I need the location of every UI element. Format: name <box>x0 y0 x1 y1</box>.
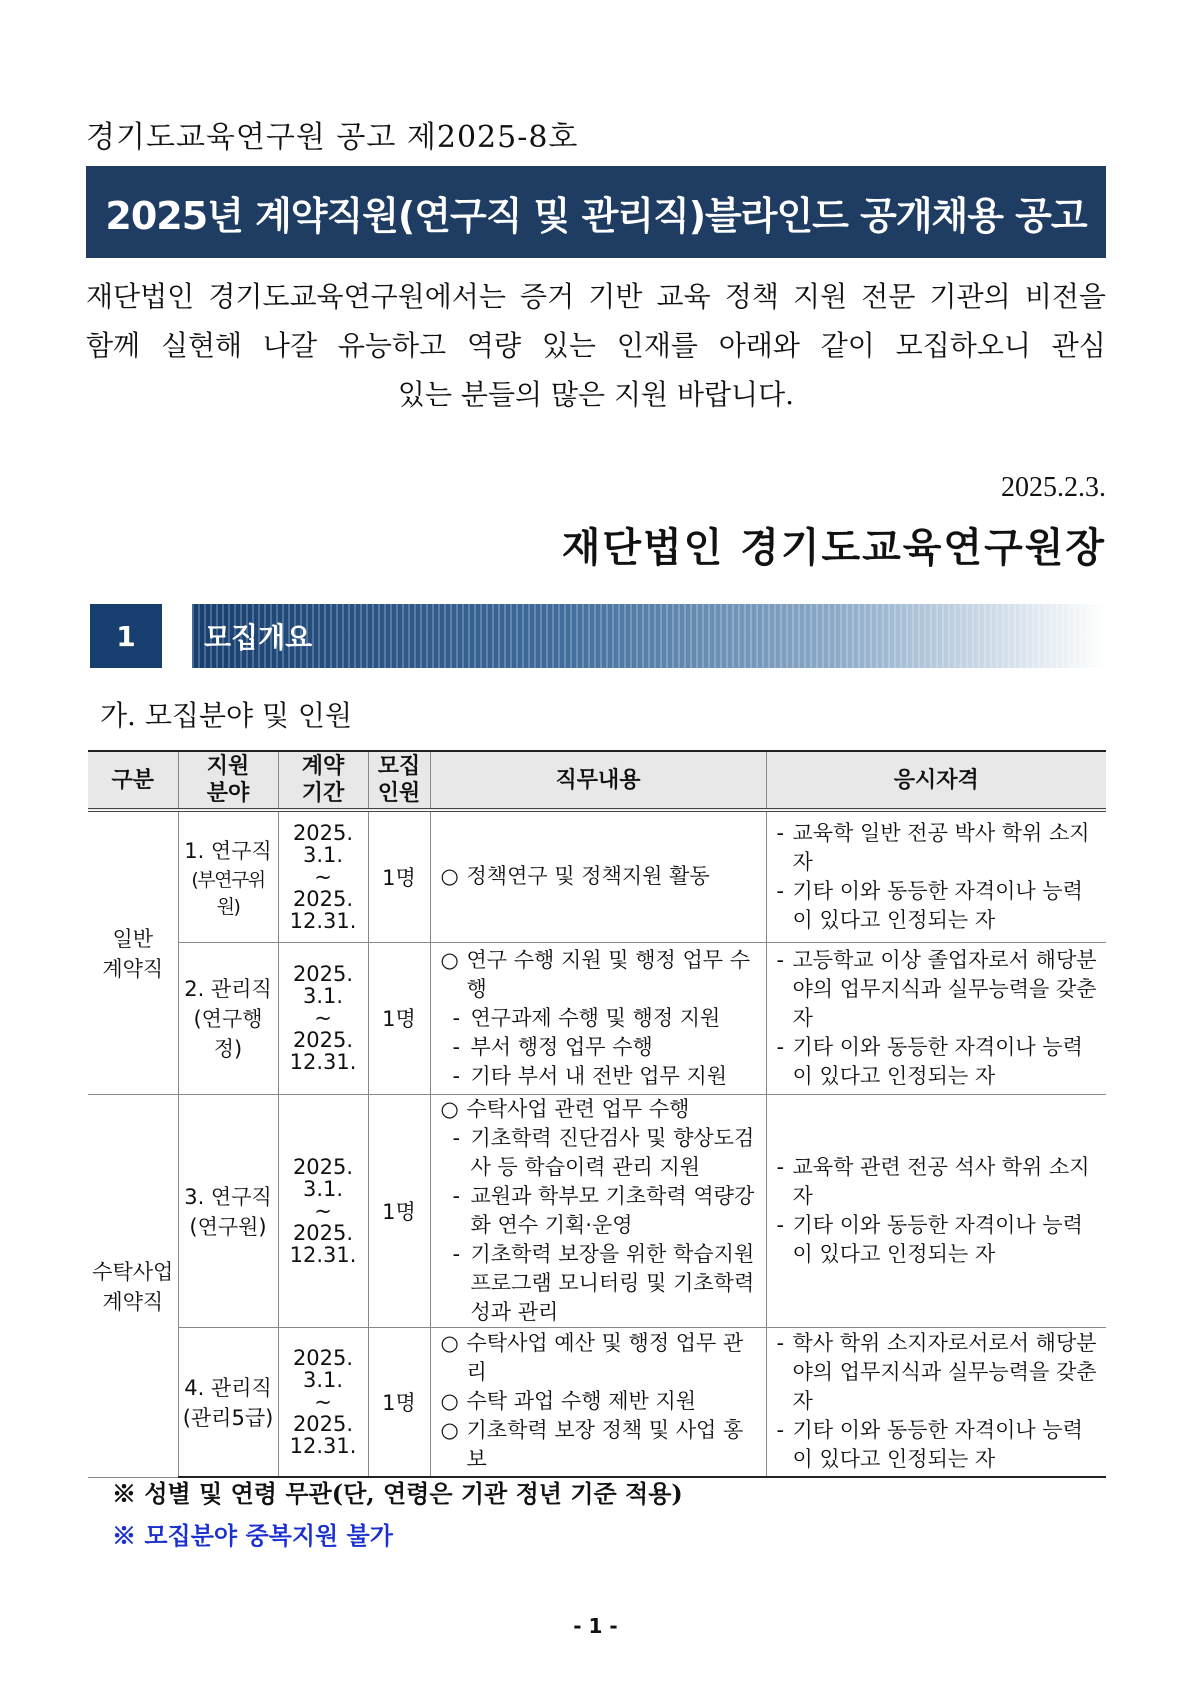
note-no-duplicate: ※ 모집분야 중복지원 불가 <box>112 1521 393 1550</box>
period-cell: 2025. 3.1. ~ 2025. 12.31. <box>278 810 368 942</box>
qualification-marker: - <box>776 1034 785 1059</box>
intro-word: 역량 <box>466 329 521 362</box>
duty-item <box>441 1329 762 1387</box>
qualification-text: 기타 이와 동등한 자격이나 능력이 있다고 인정되는 자 <box>792 1212 1083 1266</box>
field-cell: 2. 관리직 (연구행정) <box>178 942 278 1094</box>
intro-word: 있는 분들의 많은 지원 바랍니다. <box>397 378 795 411</box>
count-cell: 1명 <box>368 810 430 942</box>
category-cell: 일반 계약직 <box>88 810 178 1094</box>
field-cell: 4. 관리직 (관리5급) <box>178 1327 278 1477</box>
duty-text: 기초학력 진단검사 및 향상도검사 등 학습이력 관리 지원 <box>470 1125 755 1179</box>
intro-word: 기반 <box>588 280 643 313</box>
intro-word: 모집하오니 <box>895 329 1031 362</box>
intro-word: 있는 <box>541 329 596 362</box>
duty-text: 수탁사업 예산 및 행정 업무 관리 <box>466 1331 744 1385</box>
qualification-item <box>777 1033 1103 1091</box>
field-cell: 3. 연구직 (연구원) <box>178 1094 278 1327</box>
duty-text: 기초학력 보장을 위한 학습지원 프로그램 모니터링 및 기초학력 성과 관리 <box>470 1241 755 1324</box>
table-header-row <box>88 751 1106 810</box>
duty-text: 기타 부서 내 전반 업무 지원 <box>470 1063 728 1088</box>
duty-item <box>441 1387 762 1416</box>
category-cell: 수탁사업 계약직 <box>88 1094 178 1477</box>
period-cell: 2025. 3.1. ~ 2025. 12.31. <box>278 1327 368 1477</box>
notice-date: 2025.2.3. <box>1001 472 1106 503</box>
intro-word: 비전을 <box>1024 280 1106 313</box>
qualification-text: 교육학 일반 전공 박사 학위 소지자 <box>792 820 1090 874</box>
intro-line-2 <box>86 321 1106 370</box>
duty-item <box>441 1095 762 1124</box>
qualification-item <box>777 819 1103 877</box>
intro-line-3 <box>86 370 1106 419</box>
table-row <box>88 810 1106 942</box>
duty-item <box>441 862 762 891</box>
duty-marker: ○ <box>440 1418 459 1443</box>
intro-word: 증거 <box>520 280 575 313</box>
duties-cell <box>430 942 766 1094</box>
duty-item <box>441 946 762 1004</box>
duty-item <box>441 1124 762 1182</box>
duty-item <box>441 1240 762 1327</box>
duty-text: 연구과제 수행 및 행정 지원 <box>470 1005 721 1030</box>
duty-marker: ○ <box>440 1331 459 1356</box>
qualification-item <box>777 1153 1103 1211</box>
qualification-text: 기타 이와 동등한 자격이나 능력이 있다고 인정되는 자 <box>792 878 1083 932</box>
section-number: 1 <box>90 604 162 668</box>
note-gender-age: ※ 성별 및 연령 무관(단, 연령은 기관 정년 기준 적용) <box>112 1479 683 1508</box>
table-row <box>88 1094 1106 1327</box>
header-qualifications: 응시자격 <box>766 751 1106 810</box>
intro-word: 유능하고 <box>337 329 447 362</box>
intro-word: 관심 <box>1051 329 1106 362</box>
section-header-bar <box>192 604 1106 668</box>
duty-item <box>441 1004 762 1033</box>
duty-item <box>441 1416 762 1474</box>
subheading: 가. 모집분야 및 인원 <box>100 699 352 732</box>
intro-word: 함께 <box>86 329 141 362</box>
qualification-text: 고등학교 이상 졸업자로서 해당분야의 업무지식과 실무능력을 갖춘 자 <box>792 947 1097 1030</box>
count-cell: 1명 <box>368 942 430 1094</box>
qualification-marker: - <box>776 1154 785 1179</box>
header-field: 지원 분야 <box>178 751 278 810</box>
table-row <box>88 1327 1106 1477</box>
qualification-item <box>777 946 1103 1033</box>
qualification-text: 학사 학위 소지자로서로서 해당분야의 업무지식과 실무능력을 갖춘 자 <box>792 1331 1097 1414</box>
count-cell: 1명 <box>368 1094 430 1327</box>
period-cell: 2025. 3.1. ~ 2025. 12.31. <box>278 942 368 1094</box>
intro-word: 정책 <box>724 280 779 313</box>
table-row <box>88 942 1106 1094</box>
intro-word: 지원 <box>793 280 848 313</box>
section-title: 모집개요 <box>204 621 313 654</box>
duty-marker: ○ <box>440 864 459 889</box>
duty-item <box>441 1062 762 1091</box>
qualifications-cell <box>766 1327 1106 1477</box>
duty-text: 부서 행정 업무 수행 <box>470 1034 653 1059</box>
header-duties: 직무내용 <box>430 751 766 810</box>
intro-paragraph <box>86 272 1106 419</box>
intro-word: 교육 <box>656 280 711 313</box>
notice-number: 경기도교육연구원 공고 제2025-8호 <box>86 120 579 155</box>
page-number: - 1 - <box>573 1614 618 1638</box>
qualification-marker: - <box>776 820 785 845</box>
qualification-marker: - <box>776 1418 785 1443</box>
duty-marker: - <box>452 1063 461 1088</box>
duty-text: 정책연구 및 정책지원 활동 <box>466 864 710 889</box>
recruit-table <box>88 750 1106 1478</box>
header-count: 모집 인원 <box>368 751 430 810</box>
qualification-item <box>777 877 1103 935</box>
header-period: 계약 기간 <box>278 751 368 810</box>
intro-word: 아래와 <box>718 329 800 362</box>
qualification-item <box>777 1211 1103 1269</box>
duty-text: 수탁 과업 수행 제반 지원 <box>466 1389 697 1414</box>
intro-word: 실현해 <box>160 329 243 362</box>
duty-marker: ○ <box>440 1096 459 1121</box>
intro-line-1 <box>86 272 1106 321</box>
qualification-marker: - <box>776 1212 785 1237</box>
intro-word: 기관의 <box>929 280 1011 313</box>
qualification-marker: - <box>776 878 785 903</box>
page-title: 2025년 계약직원(연구직 및 관리직)블라인드 공개채용 공고 <box>86 166 1106 258</box>
duty-marker: - <box>452 1241 461 1266</box>
duties-cell <box>430 810 766 942</box>
header-category: 구분 <box>88 751 178 810</box>
duty-text: 연구 수행 지원 및 행정 업무 수행 <box>466 947 750 1001</box>
duty-marker: - <box>452 1034 461 1059</box>
qualification-text: 교육학 관련 전공 석사 학위 소지자 <box>792 1154 1090 1208</box>
duty-text: 수탁사업 관련 업무 수행 <box>466 1096 690 1121</box>
qualification-marker: - <box>776 1331 785 1356</box>
intro-word: 인재를 <box>616 329 698 362</box>
duty-text: 기초학력 보장 정책 및 사업 홍보 <box>466 1418 744 1472</box>
intro-word: 나갈 <box>262 329 318 362</box>
count-cell: 1명 <box>368 1327 430 1477</box>
qualification-item <box>777 1329 1103 1416</box>
period-cell: 2025. 3.1. ~ 2025. 12.31. <box>278 1094 368 1327</box>
duties-cell <box>430 1327 766 1477</box>
intro-word: 경기도교육연구원에서는 <box>208 280 506 313</box>
duty-marker: ○ <box>440 947 459 972</box>
qualification-item <box>777 1416 1103 1474</box>
qualifications-cell <box>766 1094 1106 1327</box>
qualification-text: 기타 이와 동등한 자격이나 능력이 있다고 인정되는 자 <box>792 1418 1083 1472</box>
qualifications-cell <box>766 942 1106 1094</box>
duty-marker: - <box>452 1183 461 1208</box>
qualification-text: 기타 이와 동등한 자격이나 능력이 있다고 인정되는 자 <box>792 1034 1083 1088</box>
duty-marker: - <box>452 1005 461 1030</box>
duty-item <box>441 1182 762 1240</box>
qualification-marker: - <box>776 947 785 972</box>
duty-text: 교원과 학부모 기초학력 역량강화 연수 기획·운영 <box>470 1183 755 1237</box>
duty-item <box>441 1033 762 1062</box>
intro-word: 재단법인 <box>86 280 195 313</box>
duty-marker: - <box>452 1125 461 1150</box>
signer: 재단법인 경기도교육연구원장 <box>561 524 1106 571</box>
intro-word: 전문 <box>861 280 916 313</box>
duties-cell <box>430 1094 766 1327</box>
duty-marker: ○ <box>440 1389 459 1414</box>
intro-word: 같이 <box>820 329 875 362</box>
qualifications-cell <box>766 810 1106 942</box>
field-cell: 1. 연구직 (부연구위원) <box>178 810 278 942</box>
